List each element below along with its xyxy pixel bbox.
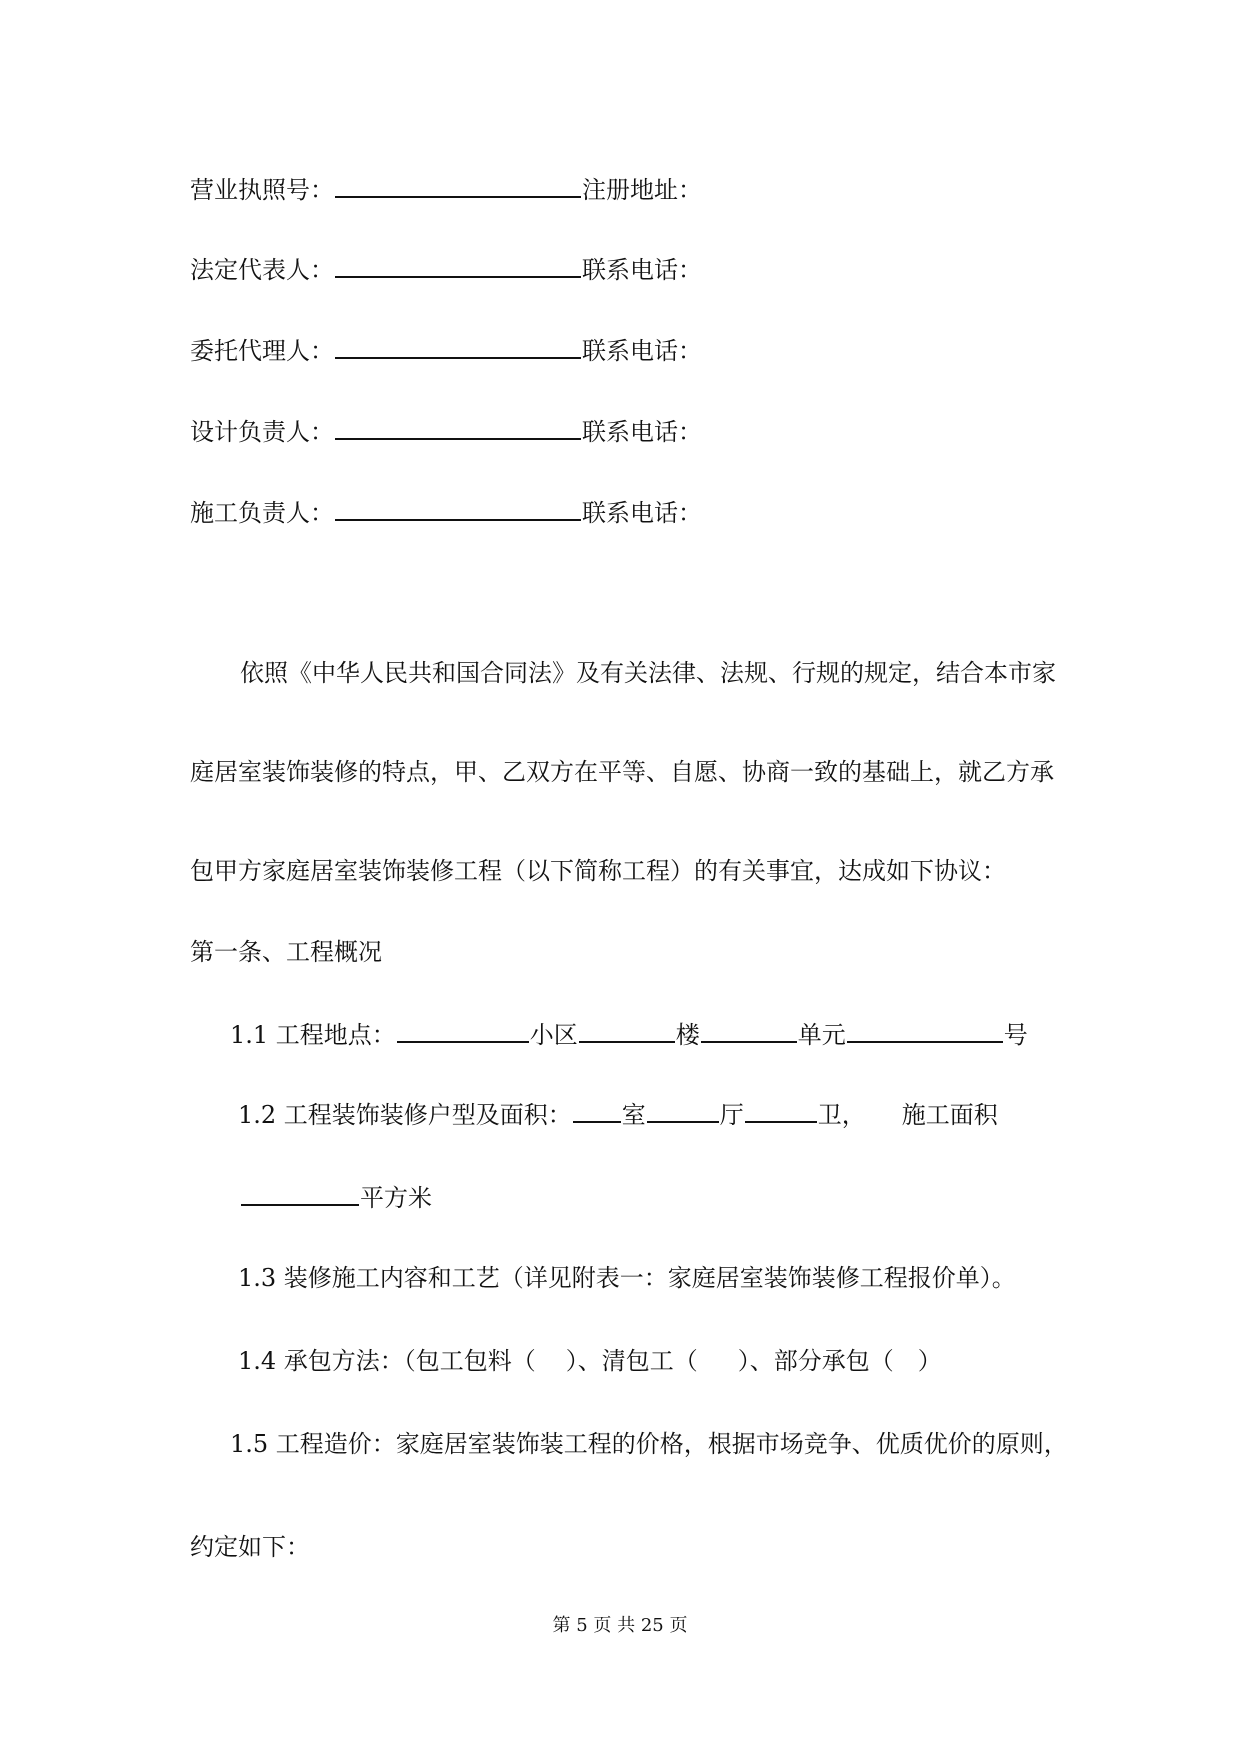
item-1-4 xyxy=(238,1345,942,1377)
item-1-2-prefix: 1.2 工程装饰装修户型及面积： xyxy=(238,1101,572,1129)
item-1-4-mid1: ）、清包工（ xyxy=(565,1347,698,1375)
field-row-construction-lead xyxy=(190,495,702,529)
field-label-address: 注册地址： xyxy=(582,176,702,204)
blank-license[interactable] xyxy=(335,172,581,198)
section-heading: 第一条、工程概况 xyxy=(190,938,382,966)
item-1-2-area-unit: 平方米 xyxy=(360,1184,432,1212)
intro-line-3: 包甲方家庭居室装饰装修工程（以下简称工程）的有关事宜，达成如下协议： xyxy=(190,857,1006,885)
item-1-1-community: 小区 xyxy=(529,1021,578,1049)
field-label-license: 营业执照号： xyxy=(190,176,334,204)
blank-design-lead[interactable] xyxy=(335,414,581,440)
item-1-2-room: 室 xyxy=(621,1101,646,1129)
intro-line-2: 庭居室装饰装修的特点，甲、乙双方在平等、自愿、协商一致的基础上，就乙方承 xyxy=(190,758,1054,786)
item-1-1 xyxy=(230,1017,1028,1051)
item-1-2 xyxy=(238,1097,998,1131)
item-1-4-mid2: ）、部分承包（ xyxy=(737,1347,894,1375)
field-label-phone: 联系电话： xyxy=(582,418,702,446)
blank-agent[interactable] xyxy=(335,333,581,359)
item-1-2-bath: 卫， xyxy=(817,1101,866,1129)
field-label-construction-lead: 施工负责人： xyxy=(190,499,334,527)
item-1-1-unit: 单元 xyxy=(797,1021,846,1049)
field-label-design-lead: 设计负责人： xyxy=(190,418,334,446)
blank-bath-count[interactable] xyxy=(745,1097,817,1123)
blank-location[interactable] xyxy=(397,1017,529,1043)
item-1-5-line-1: 1.5 工程造价：家庭居室装饰装工程的价格，根据市场竞争、优质优价的原则， xyxy=(230,1430,1068,1458)
blank-legal-rep[interactable] xyxy=(335,252,581,278)
item-1-4-prefix: 1.4 承包方法：（包工包料（ xyxy=(238,1347,536,1375)
blank-room-count[interactable] xyxy=(573,1097,621,1123)
blank-hall-count[interactable] xyxy=(647,1097,719,1123)
blank-unit[interactable] xyxy=(847,1017,1003,1043)
blank-community[interactable] xyxy=(579,1017,675,1043)
item-1-2-hall: 厅 xyxy=(719,1101,744,1129)
field-label-phone: 联系电话： xyxy=(582,256,702,284)
item-1-3: 1.3 装修施工内容和工艺（详见附表一：家庭居室装饰装修工程报价单）。 xyxy=(238,1264,1016,1292)
field-row-agent xyxy=(190,333,702,367)
blank-construction-lead[interactable] xyxy=(335,495,581,521)
page-number: 第 5 页 共 25 页 xyxy=(552,1615,688,1636)
intro-line-1: 依照《中华人民共和国合同法》及有关法律、法规、行规的规定，结合本市家 xyxy=(240,659,1056,687)
field-row-legal-rep xyxy=(190,252,702,286)
item-1-2-area xyxy=(240,1180,432,1214)
field-label-phone: 联系电话： xyxy=(582,337,702,365)
blank-area[interactable] xyxy=(241,1180,359,1206)
item-1-5-line-2: 约定如下： xyxy=(190,1533,310,1561)
field-label-phone: 联系电话： xyxy=(582,499,702,527)
blank-building[interactable] xyxy=(701,1017,797,1043)
field-row-design-lead xyxy=(190,414,702,448)
item-1-4-end: ） xyxy=(917,1347,942,1375)
item-1-1-building: 楼 xyxy=(675,1021,700,1049)
item-1-1-number: 号 xyxy=(1003,1021,1028,1049)
field-label-legal-rep: 法定代表人： xyxy=(190,256,334,284)
field-row-license xyxy=(190,172,702,206)
item-1-2-area-label: 施工面积 xyxy=(901,1101,998,1129)
field-label-agent: 委托代理人： xyxy=(190,337,334,365)
item-1-1-prefix: 1.1 工程地点： xyxy=(230,1021,396,1049)
